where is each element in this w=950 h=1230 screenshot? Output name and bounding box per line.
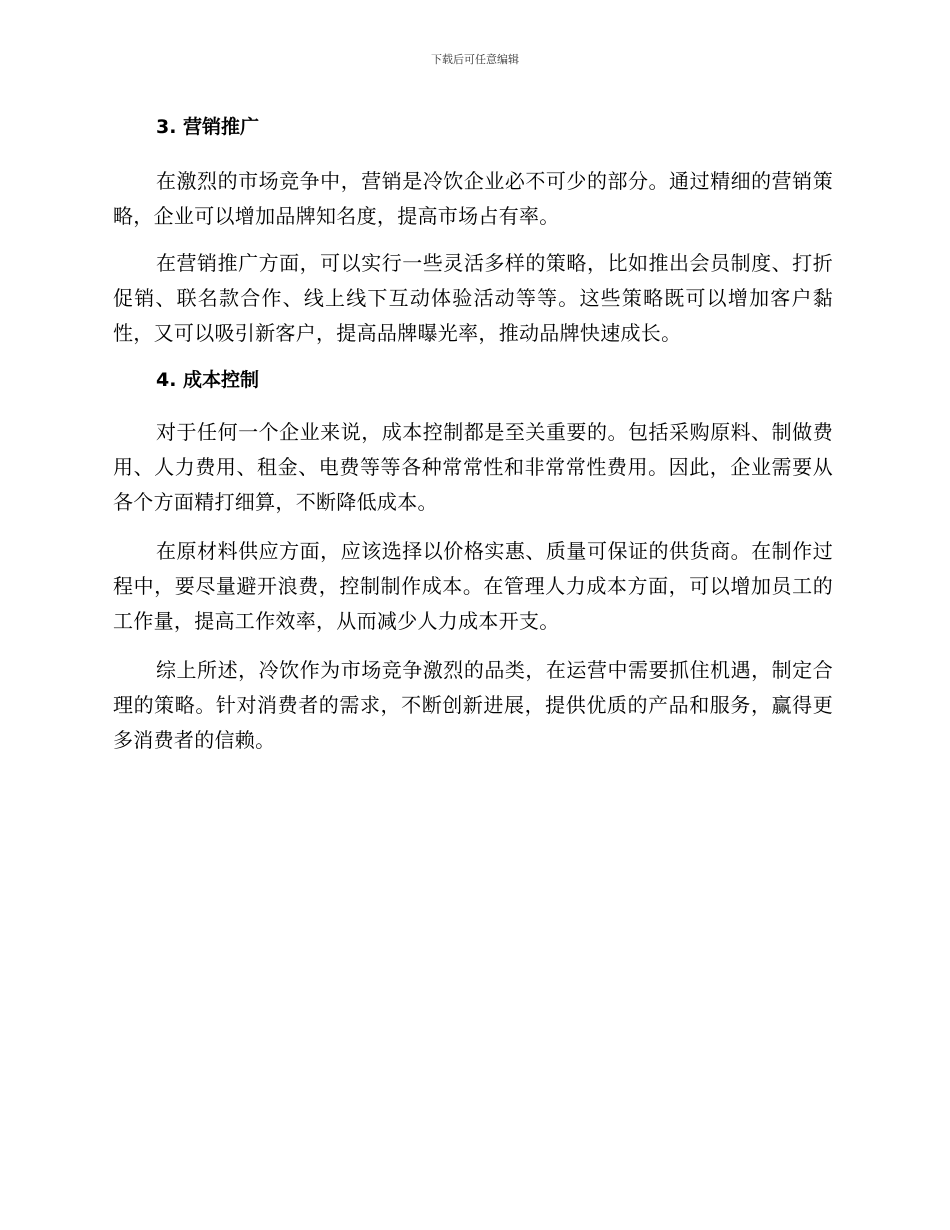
page-header: 下载后可任意编辑 <box>431 53 519 66</box>
section-heading-cost-control: 4. 成本控制 <box>156 369 260 391</box>
paragraph: 综上所述，冷饮作为市场竞争激烈的品类，在运营中需要抓住机遇，制定合理的策略。针对消费者的需求，不断创新进展，提供优质的产品和服务，赢得更多消费者的信赖。 <box>113 658 833 752</box>
paragraph: 在原材料供应方面，应该选择以价格实惠、质量可保证的供货商。在制作过程中，要尽量避开浪费，控制制作成本。在管理人力成本方面，可以增加员工的工作量，提高工作效率，从而减少人力成本开支。 <box>113 539 833 633</box>
paragraph: 在营销推广方面，可以实行一些灵活多样的策略，比如推出会员制度、打折促销、联名款合作、线上线下互动体验活动等等。这些策略既可以增加客户黏性，又可以吸引新客户，提高品牌曝光率，推动品牌快速成长。 <box>113 251 833 345</box>
paragraph: 对于任何一个企业来说，成本控制都是至关重要的。包括采购原料、制做费用、人力费用、租金、电费等等各种常常性和非常常性费用。因此，企业需要从各个方面精打细算，不断降低成本。 <box>113 420 833 514</box>
paragraph: 在激烈的市场竞争中，营销是冷饮企业必不可少的部分。通过精细的营销策略，企业可以增加品牌知名度，提高市场占有率。 <box>113 169 833 228</box>
document-body <box>113 110 833 758</box>
section-heading-marketing: 3. 营销推广 <box>156 116 260 138</box>
